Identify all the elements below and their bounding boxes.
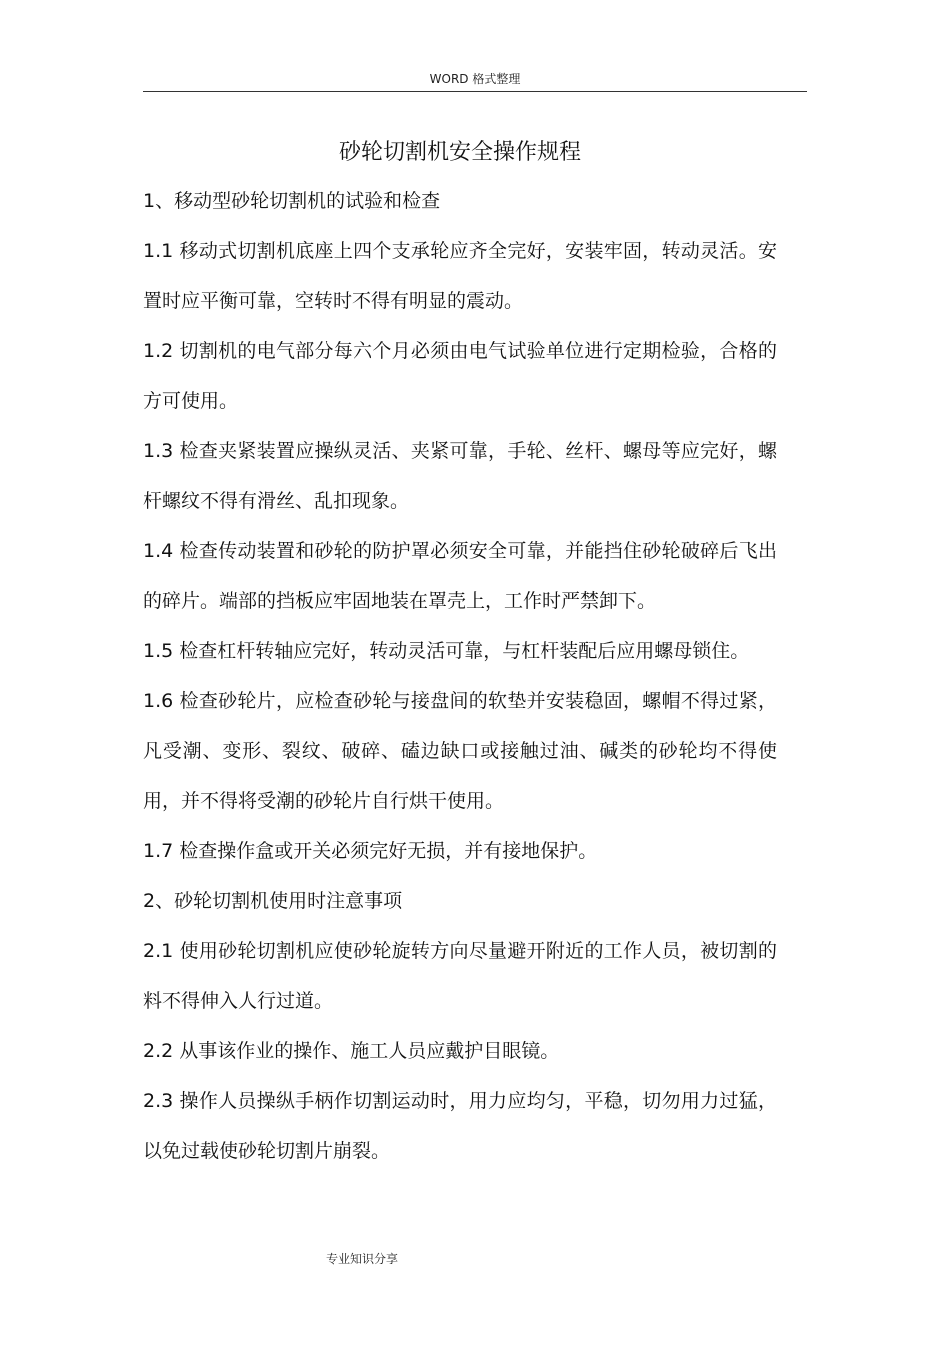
page-footer: 专业知识分享 [326, 1252, 399, 1266]
header-divider [143, 91, 807, 92]
paragraph-2-2: 2.2 从事该作业的操作、施工人员应戴护目眼镜。 [143, 1040, 560, 1062]
paragraph-1-4: 1.4 检查传动装置和砂轮的防护罩必须安全可靠，并能挡住砂轮破碎后飞出的碎片。端部的挡板应牢固地装在罩壳上，工作时严禁卸下。 [143, 540, 777, 612]
document-title: 砂轮切割机安全操作规程 [338, 140, 581, 165]
section-heading-2: 2、砂轮切割机使用时注意事项 [143, 890, 403, 912]
paragraph-1-3: 1.3 检查夹紧装置应操纵灵活、夹紧可靠，手轮、丝杆、螺母等应完好，螺杆螺纹不得有滑丝、乱扣现象。 [143, 440, 777, 512]
paragraph-1-2: 1.2 切割机的电气部分每六个月必须由电气试验单位进行定期检验，合格的方可使用。 [143, 340, 777, 412]
paragraph-1-1: 1.1 移动式切割机底座上四个支承轮应齐全完好，安装牢固，转动灵活。安置时应平衡可靠，空转时不得有明显的震动。 [143, 240, 777, 312]
paragraph-1-6: 1.6 检查砂轮片，应检查砂轮与接盘间的软垫并安装稳固，螺帽不得过紧，凡受潮、变形、裂纹、破碎、磕边缺口或接触过油、碱类的砂轮均不得使用，并不得将受潮的砂轮片自行烘干使用。 [143, 690, 777, 812]
paragraph-2-3: 2.3 操作人员操纵手柄作切割运动时，用力应均匀，平稳，切勿用力过猛，以免过载使砂轮切割片崩裂。 [143, 1090, 777, 1162]
page-header: WORD 格式整理 [429, 72, 521, 86]
section-heading-1: 1、移动型砂轮切割机的试验和检查 [143, 190, 441, 212]
paragraph-1-7: 1.7 检查操作盒或开关必须完好无损，并有接地保护。 [143, 840, 598, 862]
document-body [143, 176, 777, 1176]
paragraph-1-5: 1.5 检查杠杆转轴应完好，转动灵活可靠，与杠杆装配后应用螺母锁住。 [143, 640, 750, 662]
paragraph-2-1: 2.1 使用砂轮切割机应使砂轮旋转方向尽量避开附近的工作人员，被切割的料不得伸入人行过道。 [143, 940, 777, 1012]
